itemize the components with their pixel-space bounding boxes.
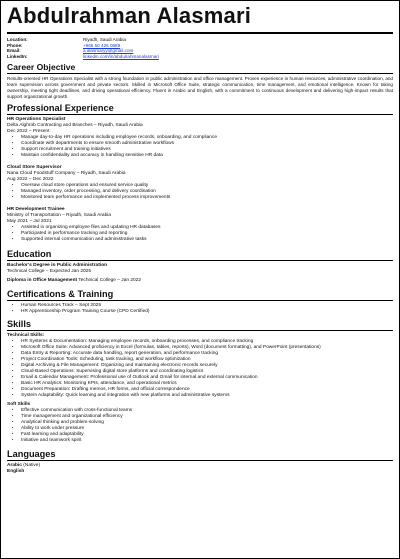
list-item: • HR Systems & Documentation: Managing employee records, onboarding processes, and compliance tracking: [21, 339, 393, 345]
contact-label: Location:: [7, 37, 28, 42]
contact-label: LinkedIn:: [7, 53, 28, 59]
section-divider: [7, 73, 393, 74]
list-item: • Analytical thinking and problem-solving: [21, 420, 393, 426]
language-name: English: [7, 469, 25, 474]
phone-link[interactable]: +966 50 425 0689: [83, 42, 121, 48]
job-bullets: [7, 135, 393, 159]
section-divider: [7, 460, 393, 461]
list-item: • Ability to work under pressure: [21, 426, 393, 432]
list-item: • Data Entry & Reporting: Accurate data handling, report generation, and performance tracking: [21, 351, 393, 357]
list-item: • Managed inventory, order processing, and delivery coordination: [21, 189, 393, 195]
job-bullets: [7, 183, 393, 201]
list-item: • HR Apprenticeship Program Training Course (CPD Certified): [21, 309, 393, 315]
list-item: • Coordinate with departments to ensure smooth administrative workflows: [21, 141, 393, 147]
list-item: • Project Coordination Tools: Scheduling, task tracking, and workflow optimization: [21, 357, 393, 363]
soft-skills-list: [7, 408, 393, 444]
section-title-skills: Skills: [7, 319, 32, 329]
list-item: • Assisted in organizing employee files and updating HR databases: [21, 225, 393, 231]
degree-title: Diploma in Office Management: [7, 278, 78, 283]
contact-row-linkedin: [7, 54, 393, 60]
list-item: • Fast learning and adaptability: [21, 432, 393, 438]
language-entry: [7, 469, 393, 475]
list-item: • Time management and organizational efficiency: [21, 414, 393, 420]
skills-subtitle: Technical Skills:: [7, 333, 45, 338]
list-item: • Effective communication with cross-functional teams: [21, 408, 393, 414]
skills-subtitle: Soft Skills: [7, 402, 31, 407]
section-title-objective: Career Objective: [7, 62, 76, 73]
section-divider: [7, 260, 393, 261]
contact-label: Email:: [7, 48, 21, 54]
degree-detail: Technical College – Jan 2022: [78, 278, 142, 283]
certifications-list: [7, 303, 393, 315]
degree-title: Bachelor's Degree in Public Administration: [7, 263, 108, 268]
job-entry: [7, 117, 393, 159]
language-level: (Native): [23, 463, 41, 468]
list-item: • Support recruitment and training initiatives: [21, 147, 393, 153]
list-item: • Email & Calendar Management: Professional use of Outlook and Gmail for internal and external communication: [21, 375, 393, 381]
spacer: [7, 201, 393, 205]
job-dates: May 2021 – Jul 2021: [7, 219, 52, 224]
list-item: • Document Preparation: Drafting memos, HR forms, and official correspondence: [21, 387, 393, 393]
list-item: • Initiative and teamwork spirit: [21, 438, 393, 444]
list-item: • Maintain confidentiality and accuracy in handling sensitive HR data: [21, 153, 393, 159]
contact-value: Riyadh, Saudi Arabia: [83, 37, 126, 42]
list-item: • Monitored team performance and implemented process improvements: [21, 195, 393, 201]
job-dates: Dec 2022 – Present: [7, 129, 50, 134]
contact-block: [7, 37, 393, 59]
job-entry: [7, 207, 393, 243]
list-item: • Manage day-to-day HR operations including employee records, onboarding, and compliance: [21, 135, 393, 141]
list-item: • Oversaw cloud store operations and ensured service quality: [21, 183, 393, 189]
job-title: HR Operations Specialist: [7, 117, 66, 122]
list-item: • Human Resources Track – Sept 2025: [21, 303, 393, 309]
language-name: Arabic: [7, 463, 22, 468]
job-entry: [7, 165, 393, 201]
linkedin-link[interactable]: linkedin.com/in/abdulrahmanalasmari: [83, 53, 159, 59]
section-title-education: Education: [7, 249, 52, 259]
candidate-name: Abdulrahman Alasmari: [7, 4, 393, 34]
email-link[interactable]: a.alasmaryy@gmail.com: [83, 48, 134, 54]
job-company: Ministry of Transportation – Riyadh, Saudi Arabia: [7, 213, 111, 218]
list-item: • Supported internal communication and administrative tasks: [21, 237, 393, 243]
job-company: Nana Cloud Foodstuff Company – Riyadh, Saudi Arabia: [7, 171, 126, 176]
spacer: [7, 159, 393, 163]
job-company: Delta Alghrob Contracting and Branches – Riyadh, Saudi Arabia: [7, 123, 143, 128]
section-divider: [7, 114, 393, 115]
list-item: • Participated in performance tracking and reporting: [21, 231, 393, 237]
list-item: • Cloud-Based Operations: Supervising digital store platforms and coordinating logistics: [21, 369, 393, 375]
degree-detail: Technical College – Expected Jan 2025: [7, 269, 92, 274]
list-item: • System Adaptability: Quick learning and integration with new platforms and administrative systems: [21, 393, 393, 399]
section-divider: [7, 330, 393, 331]
job-bullets: [7, 225, 393, 243]
objective-text: Results-oriented HR Operations Specialist with a strong foundation in public administration and office management. Proven experience in human resources, administrative coordination, and team supervision across government and private sectors. Skilled in Microsoft Office Suite, strategic communication, time management, and emotional intelligence. Known for taking ownership, meeting tight deadlines, and driving operational efficiency. Fluent in Arabic and English, with a commitment to continuous development and delivering high-impact results that support organizational growth.: [7, 76, 393, 100]
section-title-languages: Languages: [7, 449, 56, 459]
list-item: • Basic HR Analytics: Monitoring KPIs, attendance, and operational metrics: [21, 381, 393, 387]
section-title-certifications: Certifications & Training: [7, 289, 114, 299]
technical-skills-list: [7, 339, 393, 399]
list-item: • Microsoft Office Suite: Advanced proficiency in Excel (formulas, tables, reports), Word (document formatting), and PowerPoint (presentations): [21, 345, 393, 351]
job-title: Cloud Store Supervisor: [7, 165, 62, 170]
list-item: • Digital Archiving & File Management: Organizing and maintaining electronic records securely: [21, 363, 393, 369]
degree-entry: [7, 278, 393, 284]
job-dates: Aug 2022 – Dec 2022: [7, 177, 54, 182]
contact-label: Phone:: [7, 42, 23, 48]
job-title: HR Development Trainee: [7, 207, 65, 212]
section-title-experience: Professional Experience: [7, 103, 114, 113]
section-divider: [7, 300, 393, 301]
